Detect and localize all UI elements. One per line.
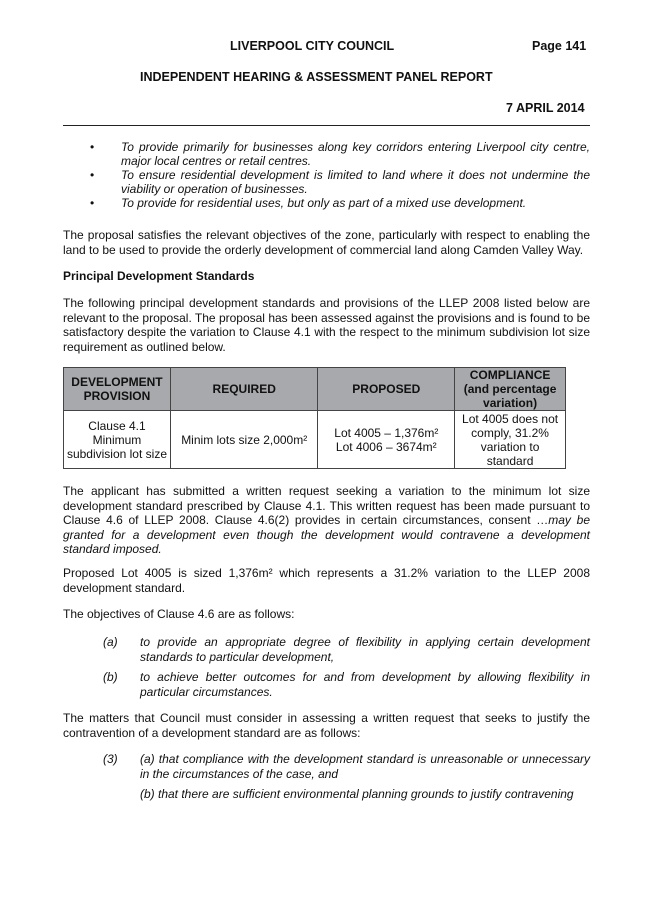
report-title: INDEPENDENT HEARING & ASSESSMENT PANEL REPORT [140, 70, 493, 84]
bullet-text: To ensure residential development is limited to land where it does not undermine the viability or operation of businesses. [121, 168, 590, 196]
objective-label: (b) [103, 670, 118, 684]
bullet-marker: • [90, 140, 95, 154]
page-number: Page 141 [532, 39, 587, 53]
bullet-text: To provide primarily for businesses along key corridors entering Liverpool city centre, major local centres or retail centres. [121, 140, 590, 168]
header-divider [63, 125, 590, 126]
col-header-compliance: COMPLIANCE (and percentage variation) [455, 368, 566, 411]
col-header-proposed: PROPOSED [318, 368, 455, 411]
bullet-text: To provide for residential uses, but only as part of a mixed use development. [121, 196, 527, 210]
col-header-required: REQUIRED [170, 368, 318, 411]
lot-paragraph: Proposed Lot 4005 is sized 1,376m² which represents a 31.2% variation to the LLEP 2008 development standard. [63, 566, 590, 595]
request-text: The applicant has submitted a written request seeking a variation to the minimum lot size development standard prescribed by Clause 4.1. This written request has been made pursuant to Clause 4.6 of LLEP 2008. Clause 4.6(2) provides in certain circumstances, consent … [63, 484, 590, 528]
zone-paragraph: The proposal satisfies the relevant objectives of the zone, particularly with respect to enabling the land to be used to provide the orderly development of commercial land along Camden Valley Way. [63, 228, 590, 257]
matter-a: (a) that compliance with the development standard is unreasonable or unnecessary in the circumstances of the case, and [140, 752, 590, 781]
objective-text: to achieve better outcomes for and from development by allowing flexibility in particular circumstances. [140, 670, 590, 699]
objectives-intro: The objectives of Clause 4.6 are as follows: [63, 607, 295, 621]
objective-item [63, 635, 590, 664]
table-header-row [64, 368, 566, 411]
request-paragraph [63, 484, 590, 557]
zone-objectives-list [63, 140, 590, 210]
bullet-marker: • [90, 168, 95, 182]
objective-text: to provide an appropriate degree of flexibility in applying certain development standards to particular development, [140, 635, 590, 664]
section-heading: Principal Development Standards [63, 269, 255, 283]
cell-provision [64, 411, 171, 469]
provision-line: Minimum [92, 432, 142, 447]
proposed-line: Lot 4006 – 3674m² [335, 439, 437, 454]
list-item [63, 140, 590, 168]
cell-proposed [318, 411, 455, 469]
cell-required: Minim lots size 2,000m² [170, 411, 318, 469]
col-header-provision: DEVELOPMENT PROVISION [64, 368, 171, 411]
report-date: 7 APRIL 2014 [506, 101, 585, 115]
list-item [63, 196, 590, 210]
development-standards-table [63, 367, 566, 469]
objective-item [63, 670, 590, 699]
council-name: LIVERPOOL CITY COUNCIL [230, 39, 395, 53]
standards-paragraph: The following principal development standards and provisions of the LLEP 2008 listed below are relevant to the proposal. The proposal has been assessed against the provisions and is found to be satisfactory despite the variation to Clause 4.1 with the respect to the minimum subdivision lot size requirement as outlined below. [63, 296, 590, 354]
table-row [64, 411, 566, 469]
request-quote: may be granted for a development even though the development would contravene a development standard imposed. [63, 513, 590, 557]
matter-b: (b) that there are sufficient environmental planning grounds to justify contravening [140, 787, 574, 801]
bullet-marker: • [90, 196, 95, 210]
list-item [63, 168, 590, 196]
proposed-line: Lot 4005 – 1,376m² [334, 425, 439, 440]
objective-label: (a) [103, 635, 118, 649]
cell-compliance: Lot 4005 does not comply, 31.2% variation to standard [455, 411, 566, 469]
provision-line: subdivision lot size [66, 446, 167, 461]
matters-number: (3) [103, 752, 118, 766]
provision-line: Clause 4.1 [88, 418, 146, 433]
matters-paragraph: The matters that Council must consider in assessing a written request that seeks to justify the contravention of a development standard are as follows: [63, 711, 590, 740]
